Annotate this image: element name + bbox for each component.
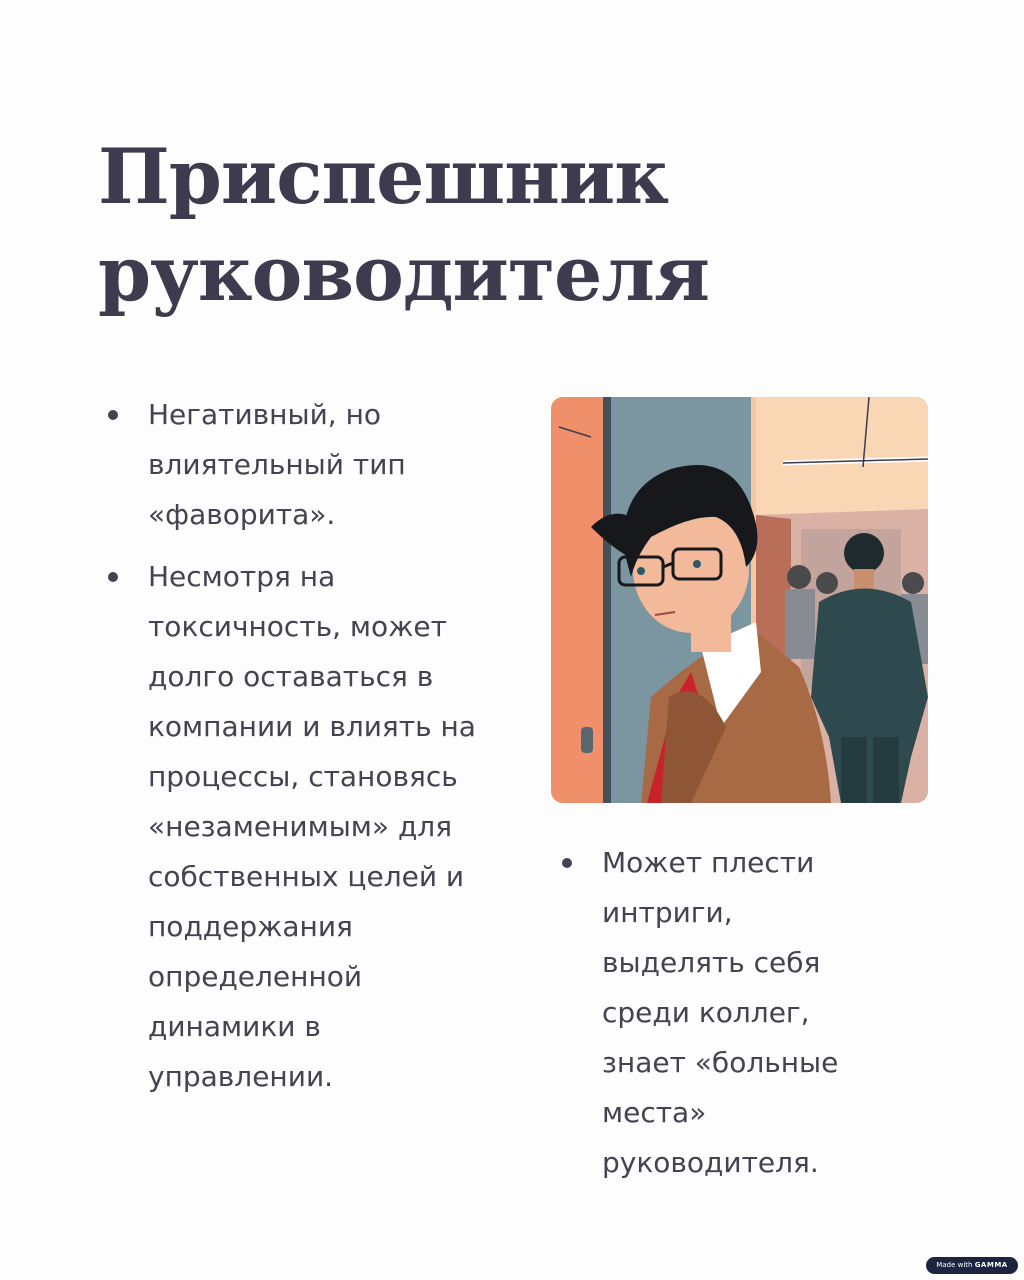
bullet-text: Негативный, но влиятельный тип «фаворита». [148, 398, 406, 531]
right-bullet-list [554, 838, 884, 1188]
bullet-icon [108, 410, 118, 420]
made-with-gamma-badge[interactable] [926, 1257, 1018, 1274]
title-line-1: Приспешник [98, 132, 669, 221]
badge-prefix: Made with [936, 1261, 973, 1269]
bullet-text: Может плести интриги, выделять себя среди коллег, знает «больные места» руководителя. [602, 846, 839, 1179]
office-man-with-glasses-illustration [551, 397, 928, 803]
list-item [100, 552, 480, 1102]
bullet-icon [108, 572, 118, 582]
bullet-text: Несмотря на токсичность, может долго оставаться в компании и влиять на процессы, становясь «незаменимым» для собственных целей и поддержания определенной динамики в управлении. [148, 560, 476, 1093]
list-item [100, 390, 480, 540]
gamma-logo-text: GAMMA [974, 1261, 1008, 1269]
title-line-2: руководителя [98, 229, 710, 318]
page-title [98, 128, 918, 322]
left-bullet-list [100, 390, 480, 1102]
list-item [554, 838, 884, 1188]
bullet-icon [562, 858, 572, 868]
